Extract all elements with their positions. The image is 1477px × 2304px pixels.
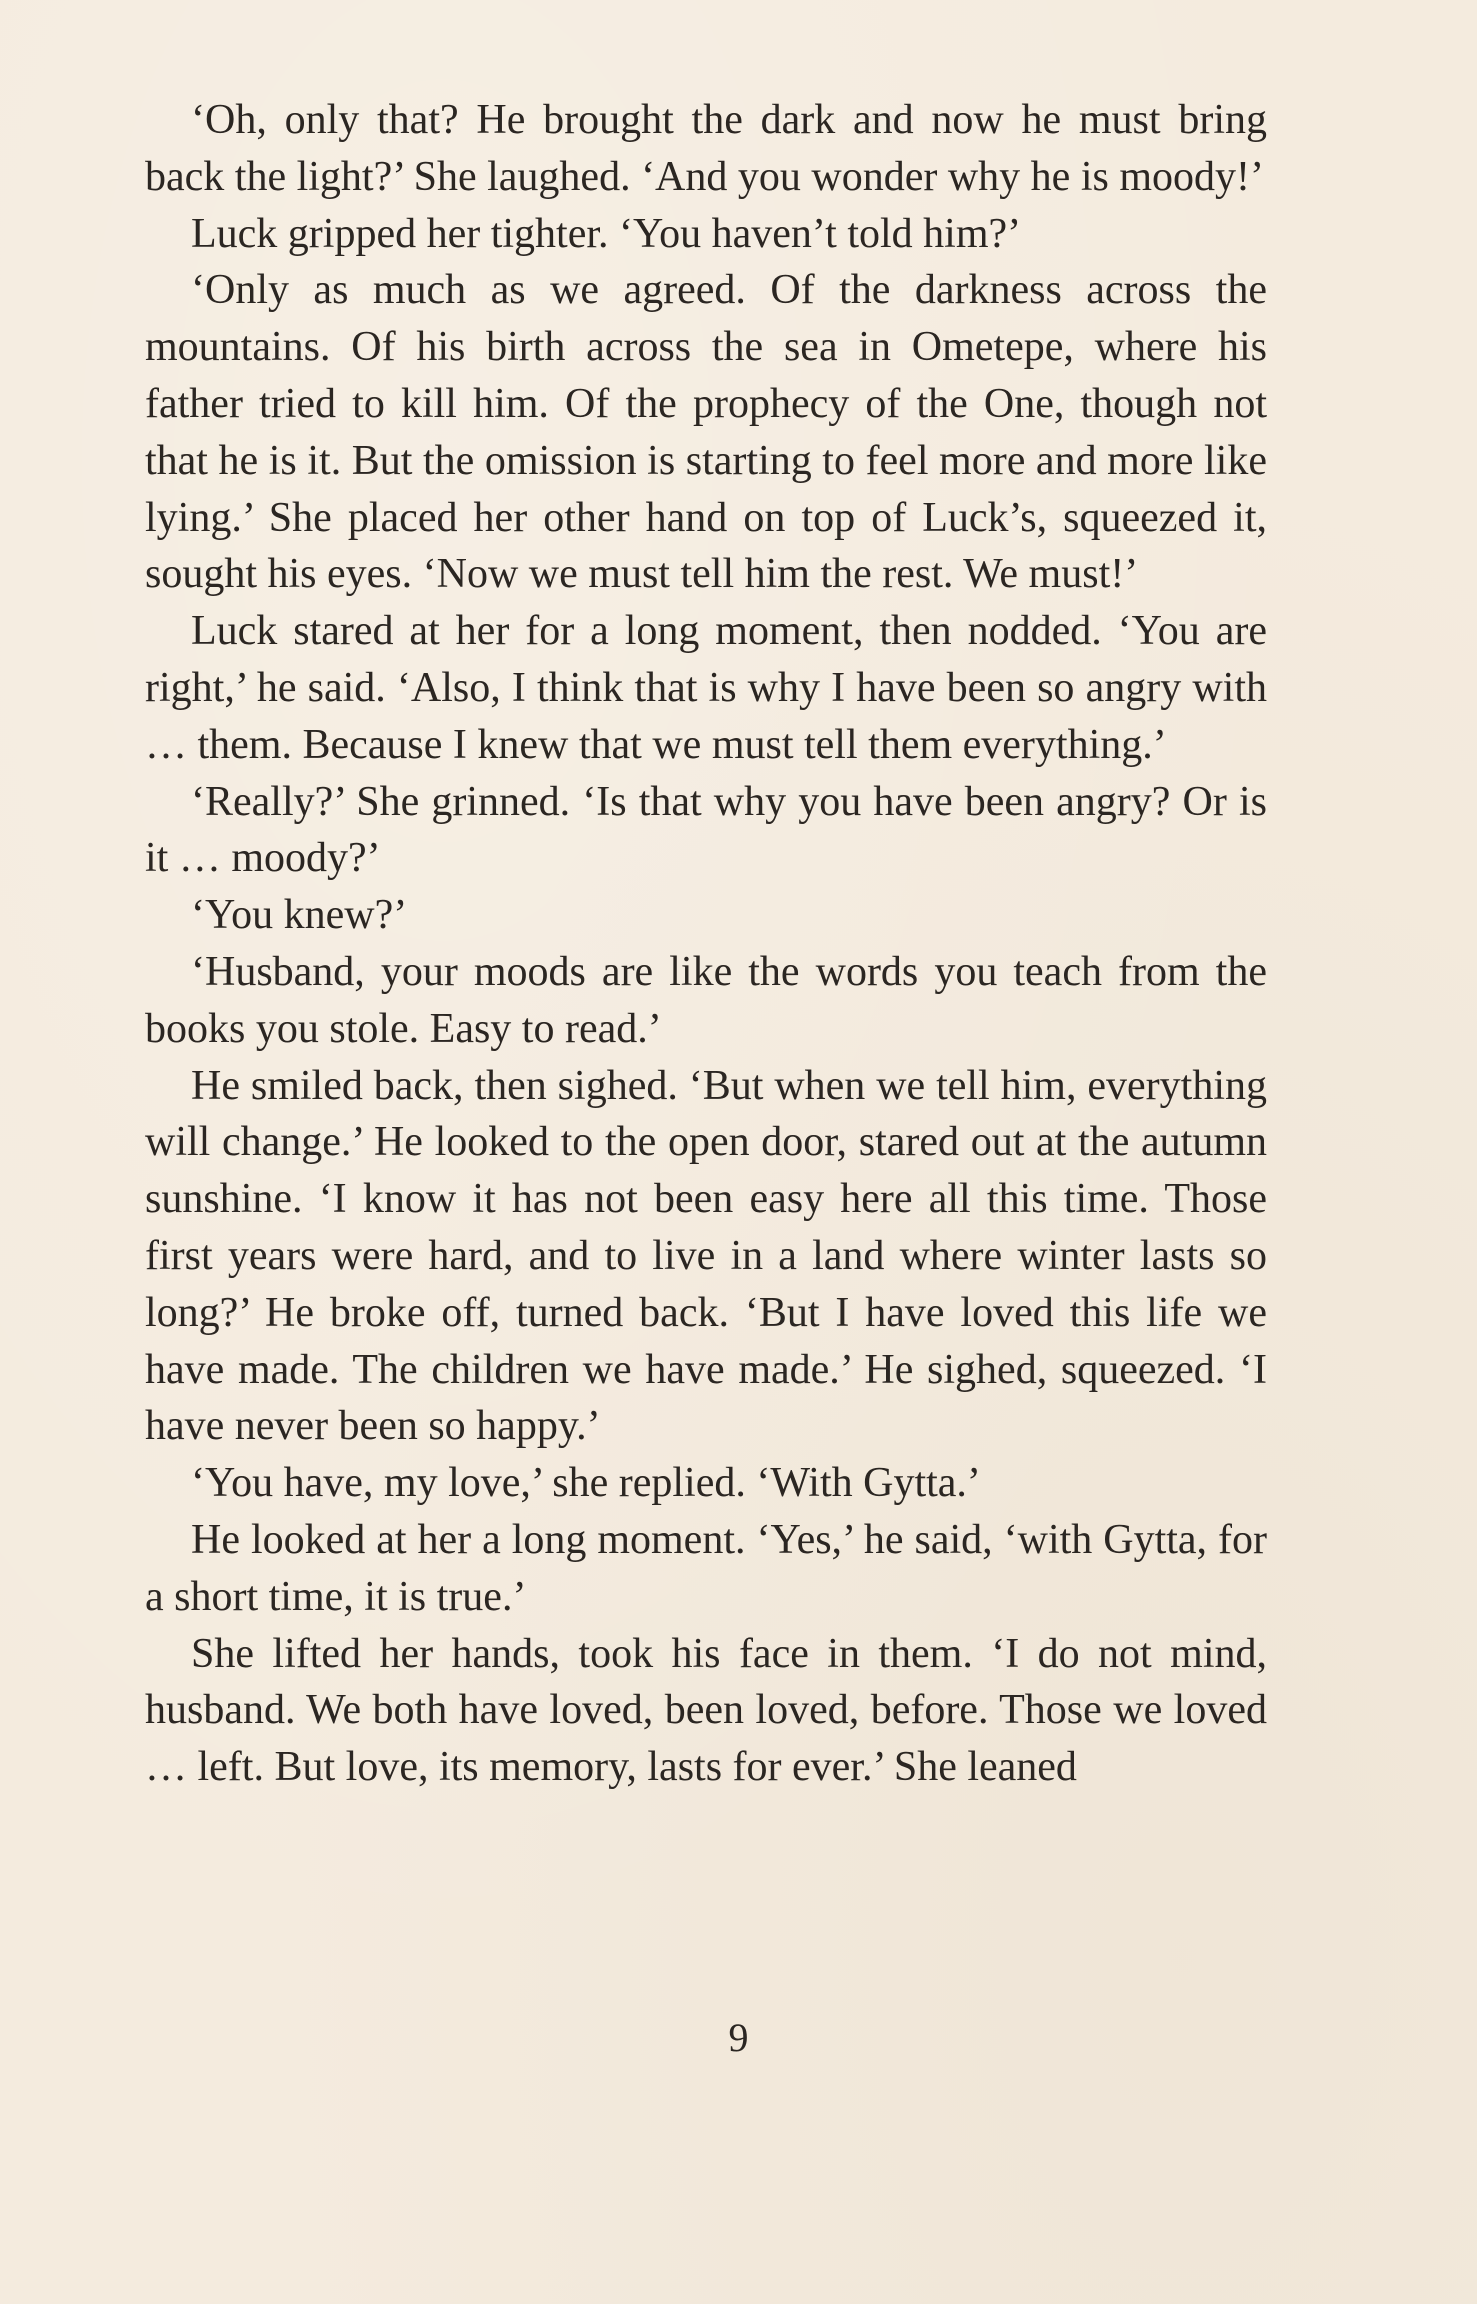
body-text [145,92,1267,1796]
paragraph: ‘Oh, only that? He brought the dark and now he must bring back the light?’ She laughed. ‘And you wonder why he is moody!’ [145,97,1267,200]
paragraph: Luck gripped her tighter. ‘You haven’t told him?’ [191,210,1022,257]
page-number: 9 [728,2015,749,2060]
paragraph: ‘Really?’ She grinned. ‘Is that why you have been angry? Or is it … moody?’ [145,778,1267,882]
paragraph: He looked at her a long moment. ‘Yes,’ he said, ‘with Gytta, for a short time, it is true.’ [145,1516,1267,1620]
paragraph: ‘Only as much as we agreed. Of the darkness across the mountains. Of his birth across the sea in Ometepe, where his father tried to kill him. Of the prophecy of the One, though not that he is it. But the omission is starting to feel more and more like lying.’ She placed her other hand on top of Luck’s, squeezed it, sought his eyes. ‘Now we must tell him the rest. We must!’ [145,267,1267,598]
paragraph: He smiled back, then sighed. ‘But when we tell him, everything will change.’ He looked to the open door, stared out at the autumn sunshine. ‘I know it has not been easy here all this time. Those first years were hard, and to live in a land where winter lasts so long?’ He broke off, turned back. ‘But I have loved this life we have made. The children we have made.’ He sighed, squeezed. ‘I have never been so happy.’ [145,1062,1267,1450]
paragraph: She lifted her hands, took his face in them. ‘I do not mind, husband. We both have loved, been loved, before. Those we loved … left. But love, its memory, lasts for ever.’ She leaned [145,1630,1267,1791]
paragraph: ‘You knew?’ [191,892,408,939]
paragraph: ‘Husband, your moods are like the words you teach from the books you stole. Easy to read.’ [145,948,1267,1052]
paragraph: ‘You have, my love,’ she replied. ‘With Gytta.’ [191,1460,981,1507]
paragraph: Luck stared at her for a long moment, then nodded. ‘You are right,’ he said. ‘Also, I think that is why I have been so angry with … them. Because I knew that we must tell them everything.’ [145,608,1267,768]
